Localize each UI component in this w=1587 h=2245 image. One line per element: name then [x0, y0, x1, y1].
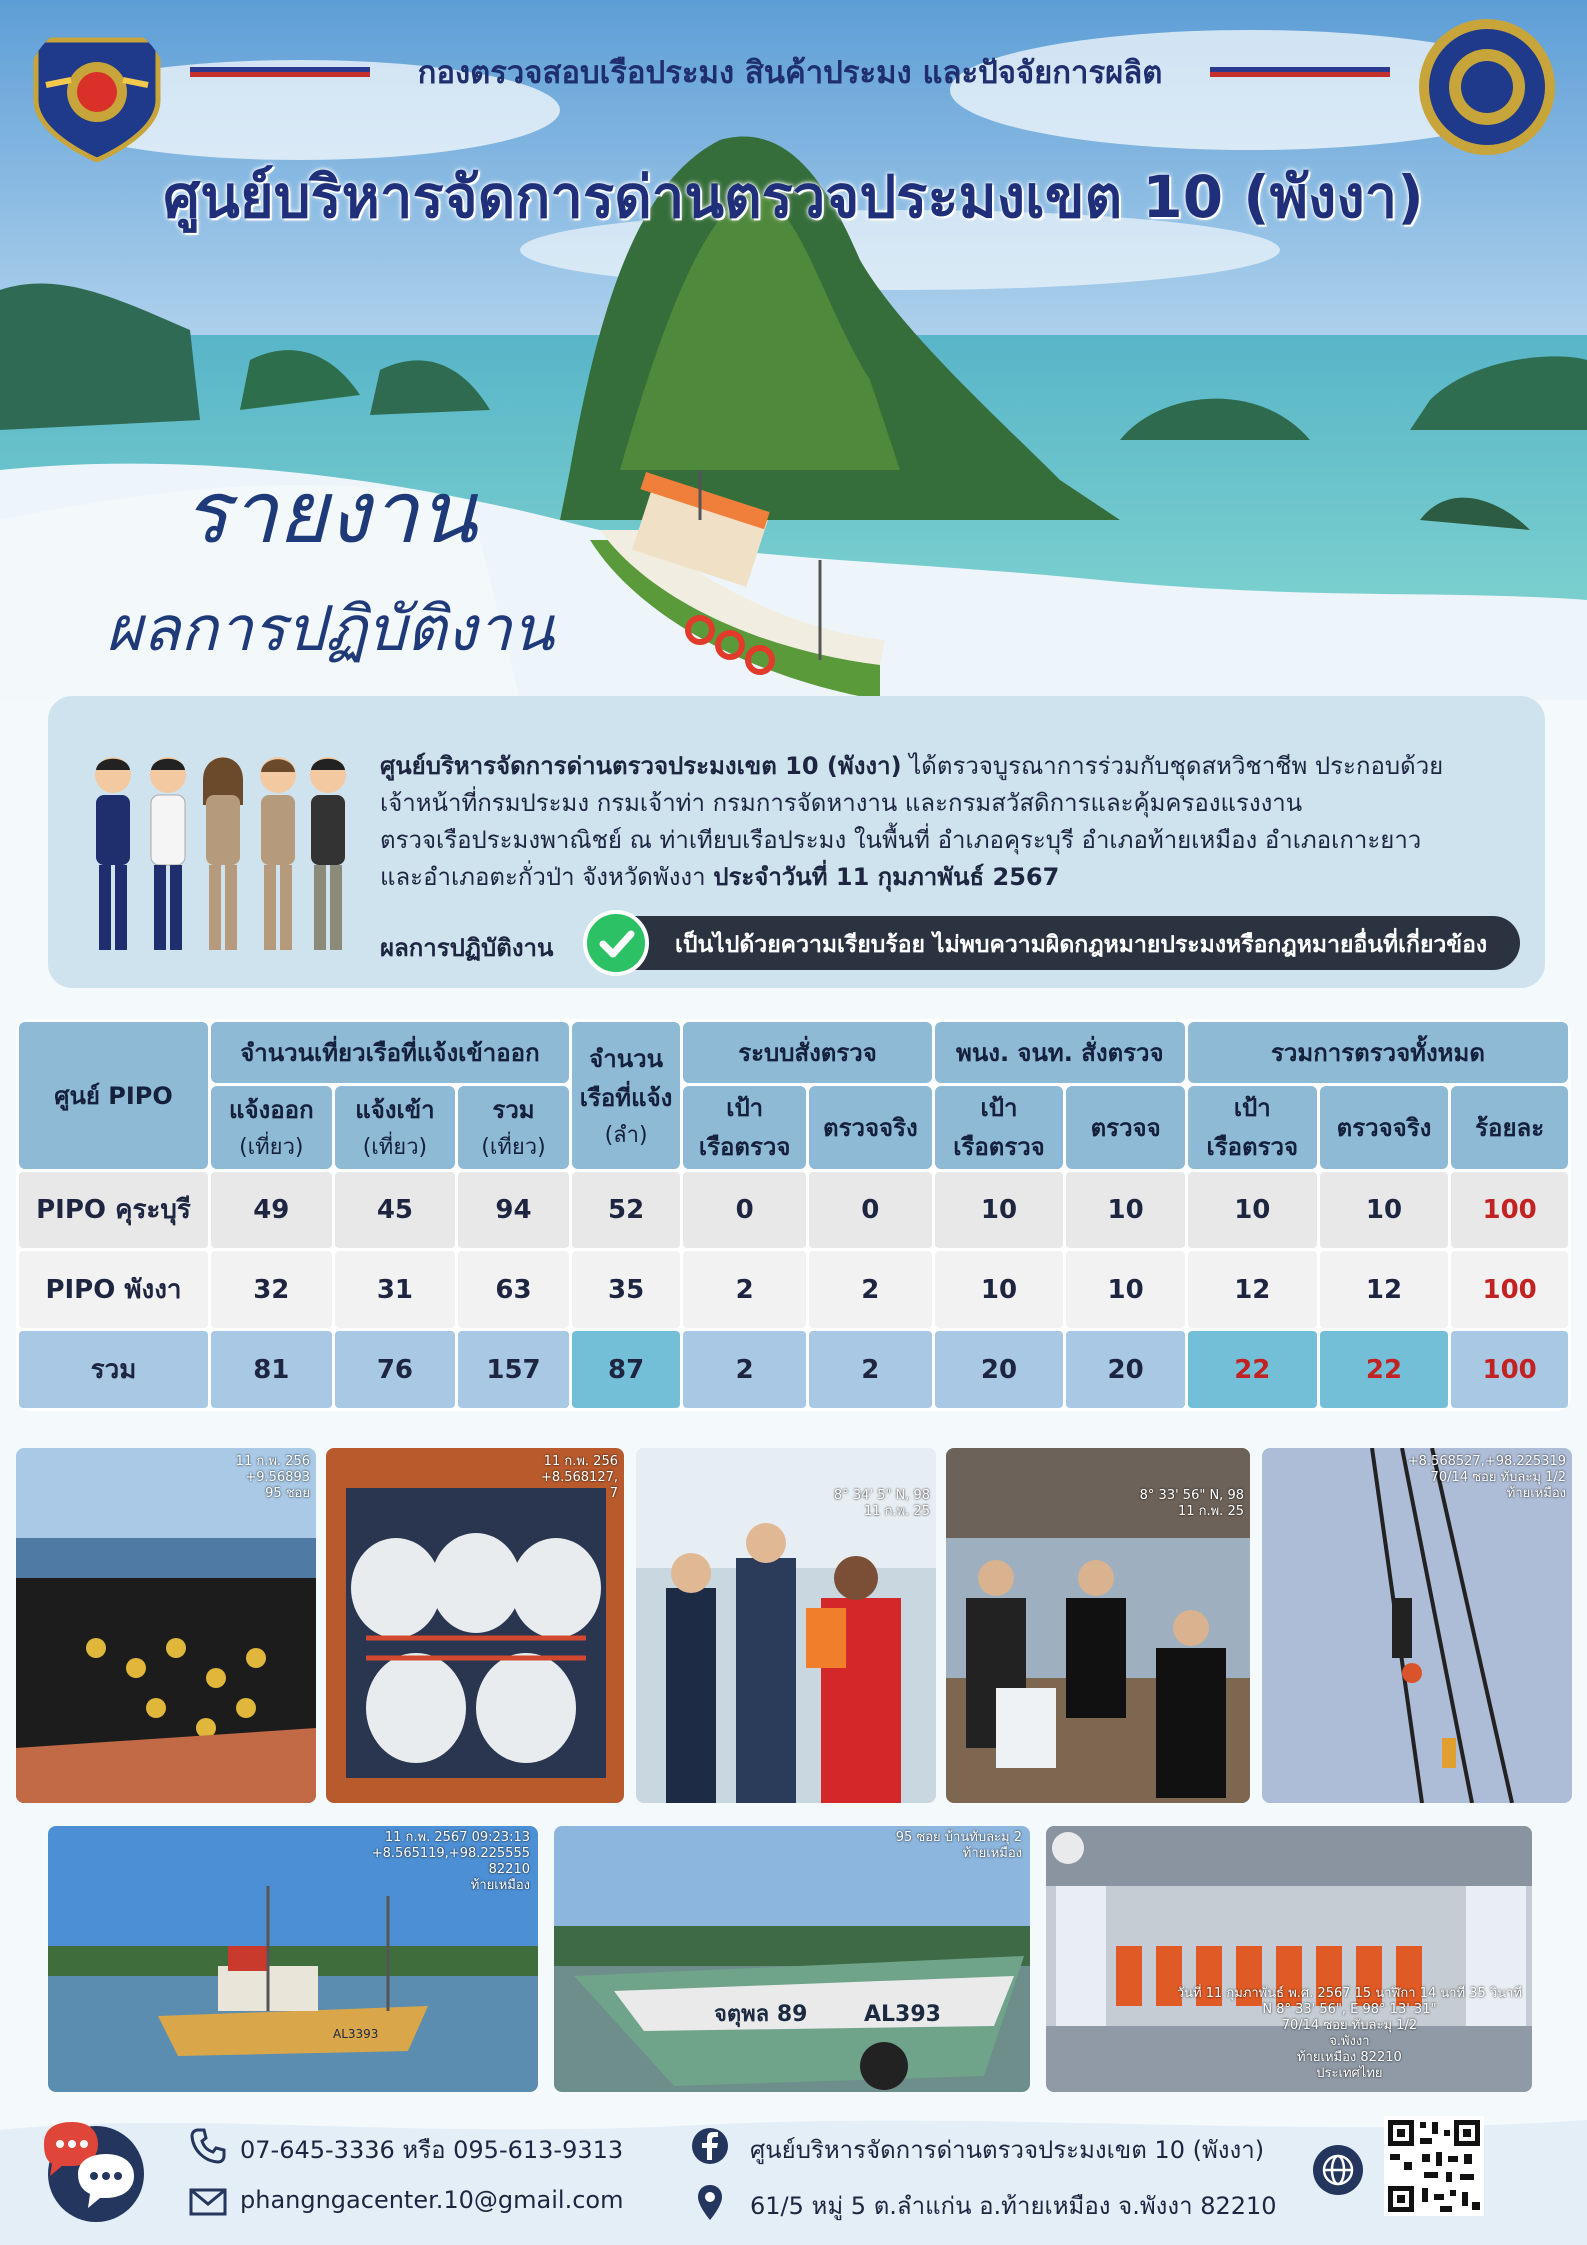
report-heading-line2: ผลการปฏิบัติงาน [105, 592, 555, 665]
col-header-sum [458, 1086, 569, 1169]
col-header-off-actual: ตรวจจ [1066, 1086, 1185, 1169]
email-icon [188, 2182, 228, 2222]
facebook-icon [690, 2126, 730, 2166]
cell-out: 49 [211, 1172, 332, 1249]
photo-stamp: 11 ก.พ. 2567 09:23:13 +8.565119,+98.225555 82210 ท้ายเหมือง [371, 1830, 530, 1893]
photo-fishing-boat-at-sea [48, 1826, 538, 2092]
footer-address: 61/5 หมู่ 5 ต.ลำแก่น อ.ท้ายเหมือง จ.พังงา 82210 [750, 2192, 1277, 2220]
col-header-boats [572, 1022, 681, 1169]
chat-icon [36, 2114, 146, 2224]
col-header-sys-actual: ตรวจจริง [809, 1086, 932, 1169]
photo-stamp: +8.568527,+98.225319 70/14 ซอย ทับละมุ 1/2 ท้ายเหมือง [1407, 1454, 1566, 1501]
footer-facebook: ศูนย์บริหารจัดการด่านตรวจประมงเขต 10 (พังงา) [750, 2136, 1265, 2164]
col-header-tot-target-2: เรือตรวจ [1206, 1133, 1299, 1162]
col-header-off-target-1: เป้า [980, 1094, 1018, 1123]
col-header-in-unit: (เที่ยว) [362, 1135, 428, 1161]
summary-line-3: ตรวจเรือประมงพาณิชย์ ณ ท่าเทียบเรือประมง ในพื้นที่ อำเภอคุระบุรี อำเภอท้ายเหมือง อำเภอเกาะยาว [380, 826, 1422, 854]
cell-percent: 100 [1451, 1251, 1568, 1328]
cell-sum: 157 [458, 1331, 569, 1408]
col-header-sum-unit: (เที่ยว) [481, 1135, 546, 1161]
cell-percent: 100 [1451, 1331, 1568, 1408]
cell-tot-target: 22 [1188, 1331, 1317, 1408]
cell-in: 45 [335, 1172, 456, 1249]
fishery-inspection-logo [26, 20, 168, 166]
cell-boats: 52 [572, 1172, 681, 1249]
report-heading-line1: รายงาน [183, 463, 477, 563]
org-name: กองตรวจสอบเรือประมง สินค้าประมง และปัจจัยการผลิต [417, 55, 1163, 91]
summary-line-1: ได้ตรวจบูรณาการร่วมกับชุดสหวิชาชีพ ประกอบด้วย [901, 752, 1444, 780]
cell-sum: 63 [458, 1251, 569, 1328]
photo-stamp: 8° 34' 5" N, 98 11 ก.พ. 25 [833, 1488, 930, 1519]
photo-stamp: 11 ก.พ. 256 +8.568127, 7 [540, 1454, 618, 1501]
report-heading [70, 463, 590, 678]
col-header-sum-label: รวม [492, 1096, 535, 1125]
col-header-in [335, 1086, 456, 1169]
cell-sys-actual: 2 [809, 1251, 932, 1328]
summary-line-2: เจ้าหน้าที่กรมประมง กรมเจ้าท่า กรมการจัดหางาน และกรมสวัสดิการและคุ้มครองแรงงาน [380, 789, 1303, 817]
col-header-off-target [935, 1086, 1064, 1169]
page-title: ศูนย์บริหารจัดการด่านตรวจประมงเขต 10 (พังงา) [163, 163, 1424, 231]
cell-tot-actual: 22 [1320, 1331, 1449, 1408]
summary-center-name: ศูนย์บริหารจัดการด่านตรวจประมงเขต 10 (พังงา) [380, 752, 902, 780]
col-header-off-target-2: เรือตรวจ [953, 1133, 1045, 1162]
cell-sum: 94 [458, 1172, 569, 1249]
photo-document-check [946, 1448, 1250, 1803]
cell-off-target: 20 [935, 1331, 1064, 1408]
col-header-trips: จำนวนเที่ยวเรือที่แจ้งเข้าออก [211, 1022, 569, 1083]
header-stripe-left [190, 67, 370, 77]
cell-off-target: 10 [935, 1172, 1064, 1249]
photo-stamp: วันที่ 11 กุมภาพันธ์ พ.ศ. 2567 15 นาฬิกา 14 นาที 35 วินาที N 8° 33' 56", E 98° 13' 31" 70/14 ซอย ทับละมุ 1/2 จ.พังงา ท้ายเหมือง 82210 ประเทศไทย [1176, 1986, 1522, 2081]
cell-sys-actual: 2 [809, 1331, 932, 1408]
col-header-tot-target-1: เป้า [1233, 1094, 1271, 1123]
photo-fish-hold [326, 1448, 624, 1803]
cell-out: 81 [211, 1331, 332, 1408]
globe-icon [1312, 2144, 1364, 2196]
cell-percent: 100 [1451, 1172, 1568, 1249]
col-header-percent: ร้อยละ [1451, 1086, 1568, 1169]
location-pin-icon [690, 2182, 730, 2222]
col-header-sys-target-1: เป้า [726, 1094, 764, 1123]
footer [0, 2100, 1587, 2245]
col-header-boats-2: เรือที่แจ้ง [579, 1083, 673, 1112]
cell-out: 32 [211, 1251, 332, 1328]
photo-boat-hull [554, 1826, 1030, 2092]
col-header-system: ระบบสั่งตรวจ [683, 1022, 931, 1083]
table-total-row [19, 1331, 1568, 1408]
col-header-sys-target-2: เรือตรวจ [698, 1133, 791, 1162]
qr-code-icon[interactable] [1384, 2116, 1484, 2216]
summary-text [380, 748, 1530, 896]
officers-illustration [88, 750, 358, 964]
cell-sys-target: 2 [683, 1251, 806, 1328]
department-of-fisheries-logo [1416, 16, 1558, 162]
cell-boats: 87 [572, 1331, 681, 1408]
col-header-sys-target [683, 1086, 806, 1169]
col-header-boats-1: จำนวน [589, 1044, 663, 1073]
cell-boats: 35 [572, 1251, 681, 1328]
summary-line-4: และอำเภอตะกั่วป่า จังหวัดพังงา [380, 863, 714, 891]
photo-stamp: 8° 33' 56" N, 98 11 ก.พ. 25 [1139, 1488, 1244, 1519]
col-header-out [211, 1086, 332, 1169]
row-name: PIPO คุระบุรี [19, 1172, 208, 1249]
table-row [19, 1172, 1568, 1249]
col-header-tot-actual: ตรวจจริง [1320, 1086, 1449, 1169]
photo-crew-inspection [636, 1448, 936, 1803]
cell-off-actual: 10 [1066, 1251, 1185, 1328]
cell-in: 31 [335, 1251, 456, 1328]
col-header-center: ศูนย์ PIPO [19, 1022, 208, 1169]
col-header-boats-unit: (ลำ) [604, 1122, 648, 1148]
cell-sys-target: 0 [683, 1172, 806, 1249]
cell-sys-target: 2 [683, 1331, 806, 1408]
photo-crew-lineup [1046, 1826, 1532, 2092]
summary-date: ประจำวันที่ 11 กุมภาพันธ์ 2567 [713, 863, 1060, 891]
col-header-officer: พนง. จนท. สั่งตรวจ [935, 1022, 1185, 1083]
col-header-tot-target [1188, 1086, 1317, 1169]
cell-tot-target: 10 [1188, 1172, 1317, 1249]
checkmark-icon [583, 910, 649, 976]
col-header-in-label: แจ้งเข้า [355, 1096, 435, 1125]
cell-tot-actual: 10 [1320, 1172, 1449, 1249]
inspection-table [16, 1019, 1571, 1411]
cell-tot-target: 12 [1188, 1251, 1317, 1328]
result-text: เป็นไปด้วยความเรียบร้อย ไม่พบความผิดกฎหมายประมงหรือกฎหมายอื่นที่เกี่ยวข้อง [675, 932, 1488, 958]
row-name: PIPO พังงา [19, 1251, 208, 1328]
phone-icon [188, 2126, 228, 2166]
cell-off-actual: 20 [1066, 1331, 1185, 1408]
result-row [380, 914, 1530, 974]
footer-phone: 07-645-3336 หรือ 095-613-9313 [240, 2136, 624, 2164]
cell-in: 76 [335, 1331, 456, 1408]
photo-stamp: 95 ซอย บ้านทับละมุ 2 ท้ายเหมือง [895, 1830, 1022, 1861]
result-label: ผลการปฏิบัติงาน [380, 934, 554, 962]
col-header-out-unit: (เที่ยว) [239, 1135, 304, 1161]
cell-sys-actual: 0 [809, 1172, 932, 1249]
header-org-line [190, 52, 1390, 92]
row-name: รวม [19, 1331, 208, 1408]
cell-off-target: 10 [935, 1251, 1064, 1328]
cell-off-actual: 10 [1066, 1172, 1185, 1249]
table-row [19, 1251, 1568, 1328]
photo-boat-mast [1262, 1448, 1572, 1803]
hull-name: จตุพล 89 [714, 2002, 808, 2027]
hull-registration: AL393 [864, 2002, 941, 2027]
header-stripe-right [1210, 67, 1390, 77]
col-header-out-label: แจ้งออก [228, 1096, 314, 1125]
col-header-total: รวมการตรวจทั้งหมด [1188, 1022, 1568, 1083]
photo-fishing-nets [16, 1448, 316, 1803]
cell-tot-actual: 12 [1320, 1251, 1449, 1328]
photo-stamp: 11 ก.พ. 256 +9.56893 95 ชอย [235, 1454, 310, 1501]
boat-registration: AL3393 [333, 2027, 379, 2041]
footer-email: phangngacenter.10@gmail.com [240, 2186, 624, 2214]
